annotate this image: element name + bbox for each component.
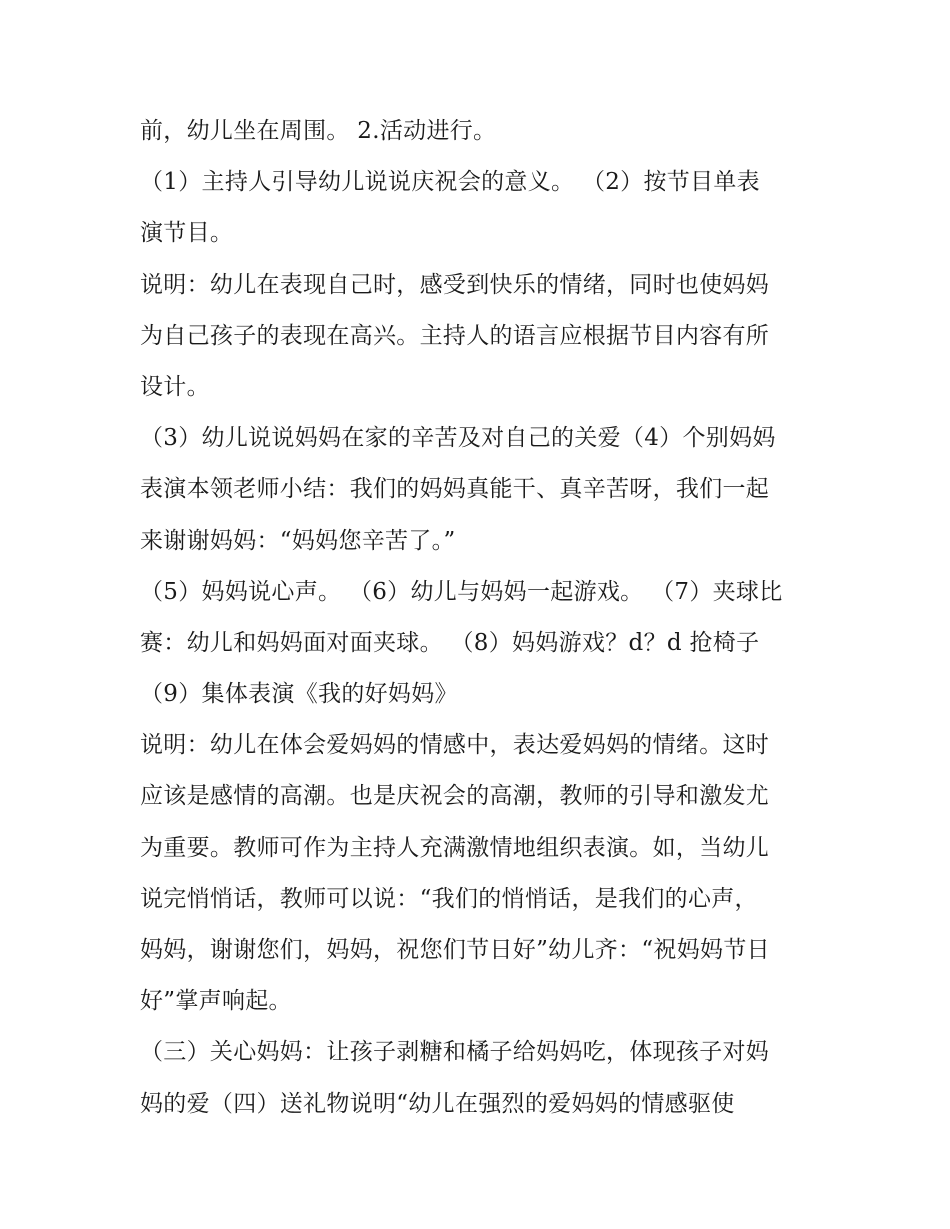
text-line: 说完悄悄话，教师可以说：“我们的悄悄话，是我们的心声， xyxy=(140,885,758,912)
text-line: 赛：幼儿和妈妈面对面夹球。 （8）妈妈游戏？d？d 抢椅子 xyxy=(140,629,760,656)
text-line: 说明：幼儿在表现自己时，感受到快乐的情绪，同时也使妈妈 xyxy=(140,271,770,298)
text-line: 表演本领老师小结：我们的妈妈真能干、真辛苦呀，我们一起 xyxy=(140,476,770,503)
text-line: （1）主持人引导幼儿说说庆祝会的意义。 （2）按节目单表 xyxy=(140,169,760,196)
text-line: 设计。 xyxy=(140,373,210,400)
text-line: 前，幼儿坐在周围。 2.活动进行。 xyxy=(140,118,497,144)
text-line: （9）集体表演《我的好妈妈》 xyxy=(140,681,458,708)
text-line: 来谢谢妈妈：“妈妈您辛苦了。” xyxy=(140,527,456,554)
document-body xyxy=(140,106,820,1130)
text-line: 应该是感情的高潮。也是庆祝会的高潮，教师的引导和激发尤 xyxy=(140,783,770,810)
text-line: 演节目。 xyxy=(140,220,234,247)
text-line: 说明：幼儿在体会爱妈妈的情感中，表达爱妈妈的情绪。这时 xyxy=(140,732,770,759)
text-line: （5）妈妈说心声。 （6）幼儿与妈妈一起游戏。 （7）夹球比 xyxy=(140,578,783,605)
text-line: （3）幼儿说说妈妈在家的辛苦及对自己的关爱（4）个别妈妈 xyxy=(140,425,776,452)
text-line: 为重要。教师可作为主持人充满激情地组织表演。如，当幼儿 xyxy=(140,834,770,861)
text-line: 妈的爱（四）送礼物说明“幼儿在强烈的爱妈妈的情感驱使 xyxy=(140,1090,735,1117)
text-line: （三）关心妈妈：让孩子剥糖和橘子给妈妈吃，体现孩子对妈 xyxy=(140,1039,770,1066)
text-line: 为自己孩子的表现在高兴。主持人的语言应根据节目内容有所 xyxy=(140,322,770,349)
text-line: 好”掌声响起。 xyxy=(140,988,292,1015)
text-line: 妈妈，谢谢您们，妈妈，祝您们节日好”幼儿齐：“祝妈妈节日 xyxy=(140,937,770,963)
